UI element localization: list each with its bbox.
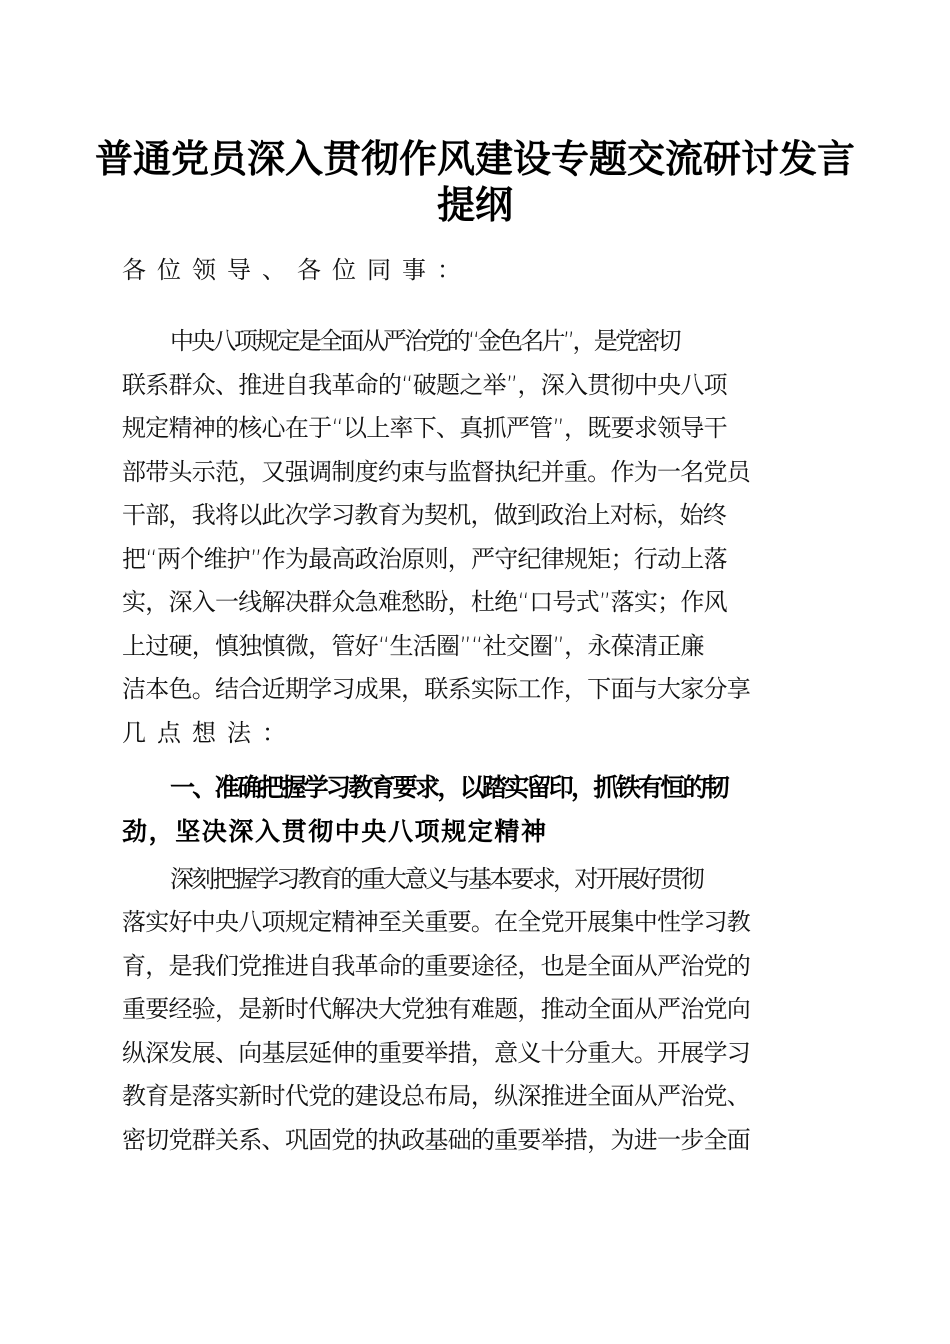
paragraph-2-line-3: 育，是我们党推进自我革命的重要途径，也是全面从严治党的: [122, 952, 750, 980]
paragraph-2-line-7: 密切党群关系、巩固党的执政基础的重要举措，为进一步全面: [122, 1126, 750, 1154]
paragraph-2-line-6: 教育是落实新时代党的建设总布局，纵深推进全面从严治党、: [122, 1082, 750, 1110]
document-title-line-1: 普通党员深入贯彻作风建设专题交流研讨发言: [94, 136, 855, 181]
paragraph-1-line-3: 规定精神的核心在于“以上率下、真抓严管”，既要求领导干: [122, 414, 727, 442]
paragraph-1-line-5: 干部，我将以此次学习教育为契机，做到政治上对标，始终: [122, 501, 726, 529]
paragraph-1-line-1: 中央八项规定是全面从严治党的“金色名片”，是党密切: [170, 327, 679, 355]
paragraph-1-line-6: 把“两个维护”作为最高政治原则，严守纪律规矩；行动上落: [122, 545, 727, 573]
paragraph-1-line-10: 几点想法：: [122, 719, 297, 747]
salutation: 各位领导、各位同事：: [122, 256, 472, 284]
paragraph-2-line-2: 落实好中央八项规定精神至关重要。在全党开展集中性学习教: [122, 908, 750, 936]
document-title-line-2: 提纲: [436, 182, 513, 227]
paragraph-1-line-2: 联系群众、推进自我革命的“破题之举”，深入贯彻中央八项: [122, 371, 727, 399]
paragraph-1-line-7: 实，深入一线解决群众急难愁盼，杜绝“口号式”落实；作风: [122, 588, 727, 616]
paragraph-2-line-4: 重要经验，是新时代解决大党独有难题，推动全面从严治党向: [122, 995, 750, 1023]
paragraph-2-line-5: 纵深发展、向基层延伸的重要举措，意义十分重大。开展学习: [122, 1039, 750, 1067]
section-heading-1-line-2: 劲，坚决深入贯彻中央八项规定精神: [122, 817, 548, 846]
paragraph-1-line-8: 上过硬，慎独慎微，管好“生活圈”“社交圈”，永葆清正廉: [122, 632, 704, 660]
paragraph-1-line-9: 洁本色。结合近期学习成果，联系实际工作，下面与大家分享: [122, 675, 750, 703]
paragraph-2-line-1: 深刻把握学习教育的重大意义与基本要求，对开展好贯彻: [170, 865, 702, 893]
section-heading-1-line-1: 一、准确把握学习教育要求，以踏实留印，抓铁有恒的韧: [170, 773, 728, 802]
paragraph-1-line-4: 部带头示范，又强调制度约束与监督执纪并重。作为一名党员: [122, 458, 750, 486]
